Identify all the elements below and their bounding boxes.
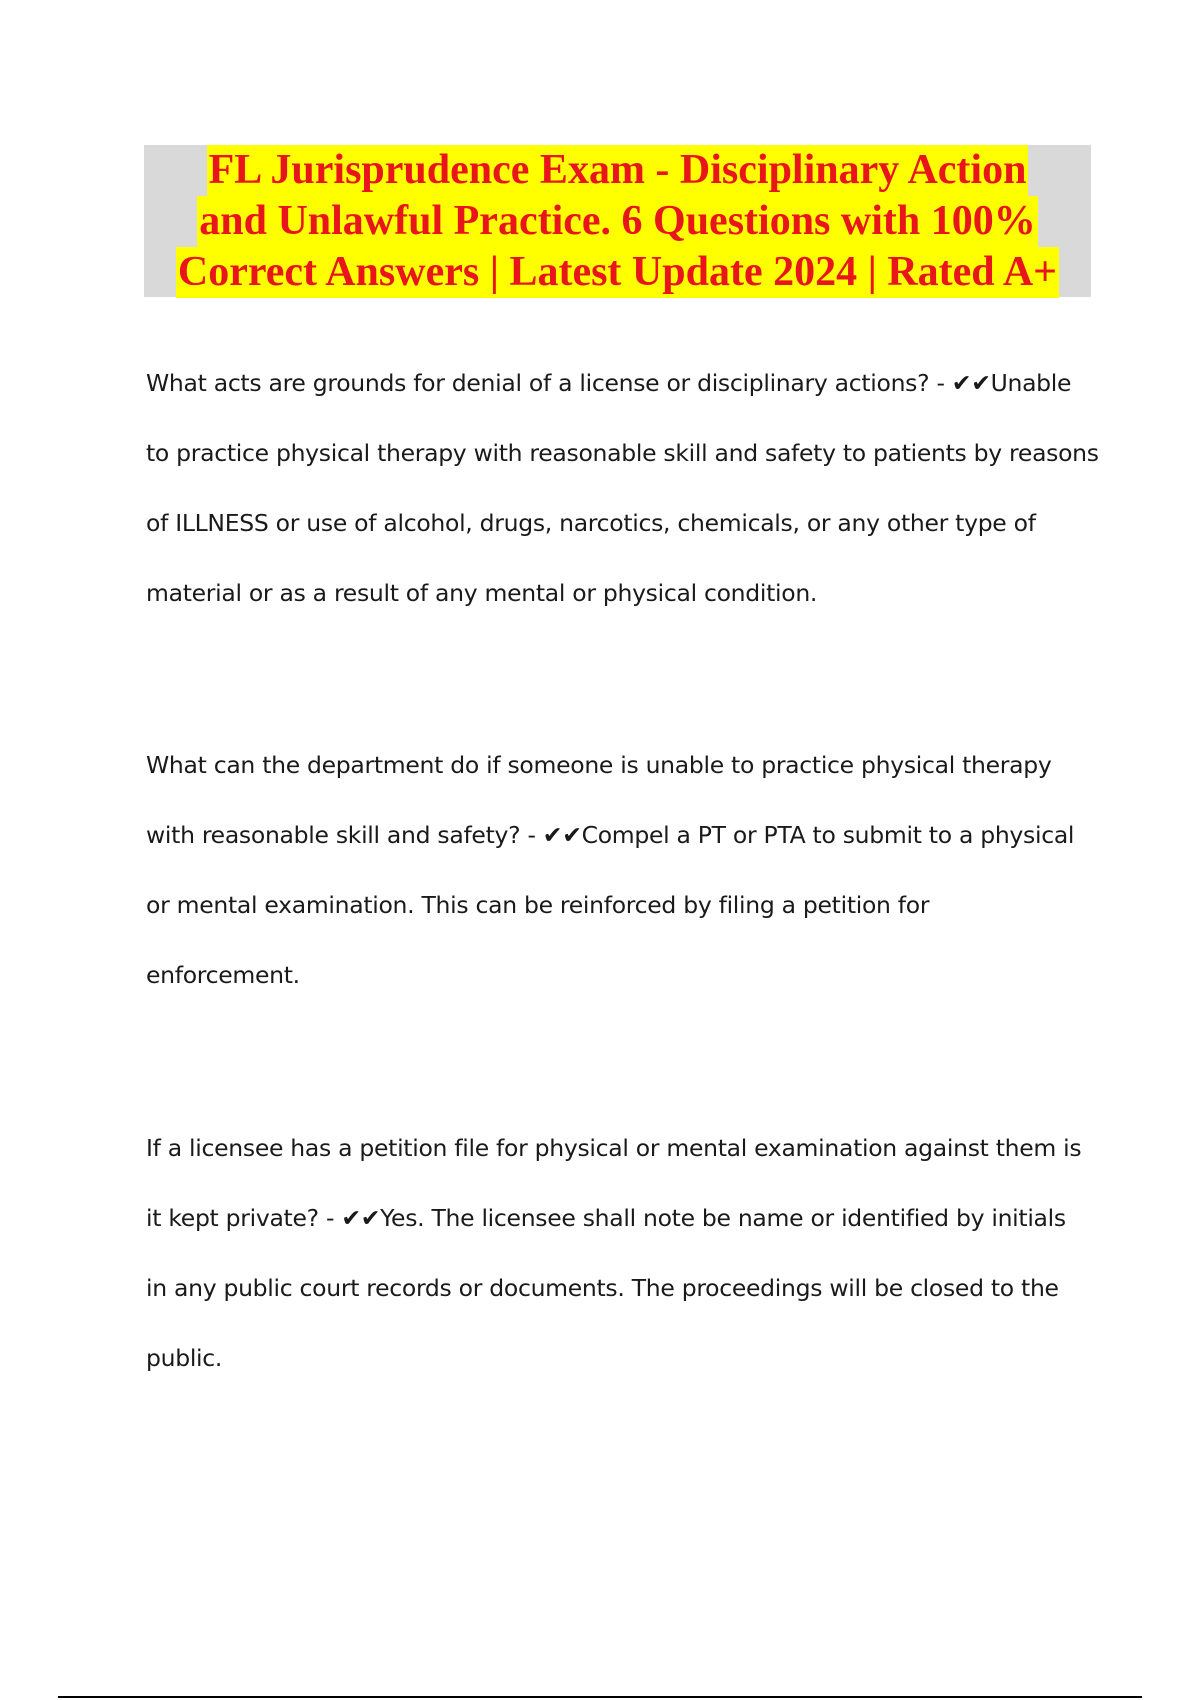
title-line: FL Jurisprudence Exam - Disciplinary Action xyxy=(207,145,1029,196)
qa-text-line: public. xyxy=(146,1344,223,1372)
qa-text-line: to practice physical therapy with reasonable skill and safety to patients by reasons xyxy=(146,439,1099,467)
document-title xyxy=(144,145,1091,297)
qa-text-line: it kept private? - ✔✔Yes. The licensee shall note be name or identified by initials xyxy=(146,1204,1066,1232)
qa-text-line: enforcement. xyxy=(146,961,300,989)
qa-text-line: material or as a result of any mental or physical condition. xyxy=(146,579,818,607)
question-answer-2 xyxy=(146,730,1096,1010)
qa-text-line: with reasonable skill and safety? - ✔✔Compel a PT or PTA to submit to a physical xyxy=(146,821,1075,849)
qa-text-line: or mental examination. This can be reinforced by filing a petition for xyxy=(146,891,930,919)
title-line: Correct Answers | Latest Update 2024 | Rated A+ xyxy=(176,247,1059,298)
question-answer-1 xyxy=(146,348,1099,628)
qa-text-line: of ILLNESS or use of alcohol, drugs, narcotics, chemicals, or any other type of xyxy=(146,509,1036,537)
footer-divider xyxy=(58,1696,1142,1698)
qa-text-line: in any public court records or documents. The proceedings will be closed to the xyxy=(146,1274,1059,1302)
qa-text-line: If a licensee has a petition file for physical or mental examination against them is xyxy=(146,1134,1082,1162)
qa-text-line: What can the department do if someone is unable to practice physical therapy xyxy=(146,751,1052,779)
title-line: and Unlawful Practice. 6 Questions with 100% xyxy=(197,196,1038,247)
question-answer-3 xyxy=(146,1113,1096,1393)
qa-text-line: What acts are grounds for denial of a license or disciplinary actions? - ✔✔Unable xyxy=(146,369,1072,397)
